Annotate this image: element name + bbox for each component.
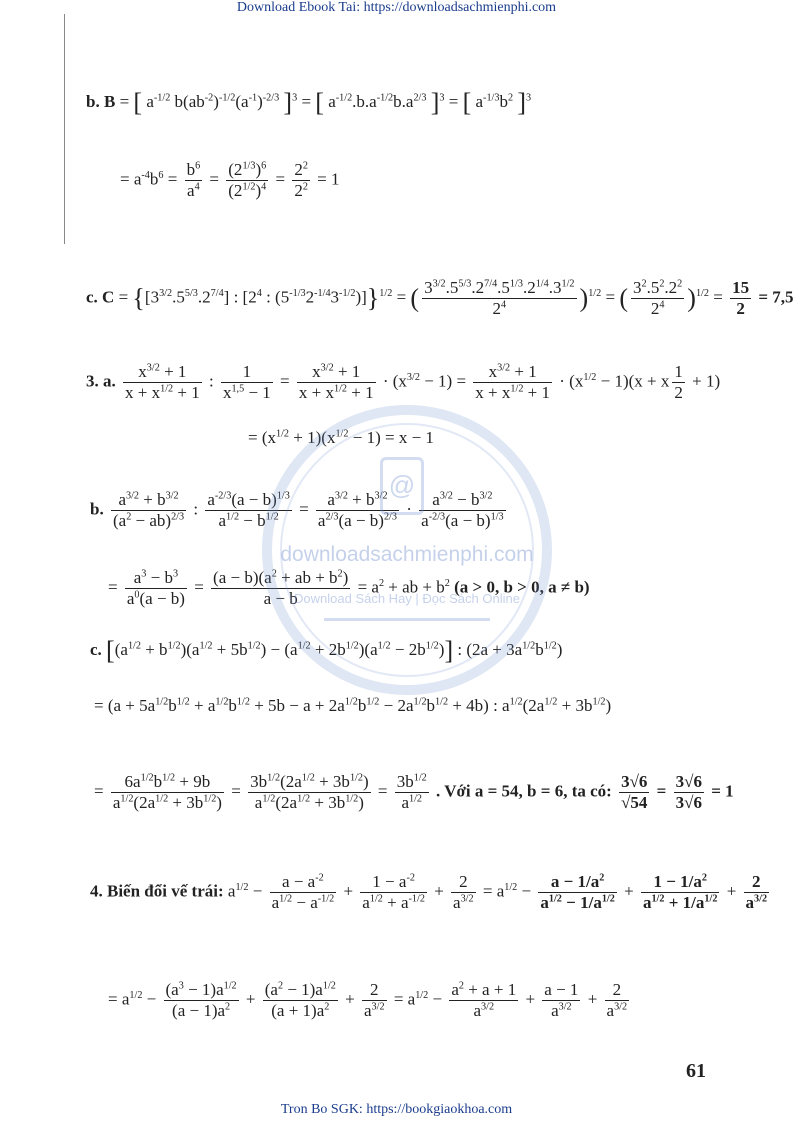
label-c: c.	[86, 287, 98, 307]
line-b-B-2: = $a^{-4}b^6$ = $\frac{b^6}{a^4}$ = $\frac{(2^{1/3})^6}{(2^{1/2})^4}$ = $\frac{2^2}{2^2}$ = 1	[120, 160, 340, 200]
book-at-icon: @	[380, 457, 424, 515]
label-3b: b.	[90, 499, 104, 519]
label-b: b.	[86, 91, 100, 111]
condition-3b: (a > 0, b > 0, a ≠ b)	[454, 577, 590, 597]
line-3a: 3. a. $\frac{x^{3/2} + 1}{x + x^{1/2} + 1}$ : $\frac{1}{x^{1,5} - 1}$ = $\frac{x^{3/2} + 1}{x + x^{1/2} + 1}$ · $(x^{3/2} - 1)$ = $\frac{x^{3/2} + 1}{x + x^{1/2} + 1}$ · $(x^{1/2} - 1)(x + x$ $\frac{1}{2}$ + 1)	[86, 362, 721, 402]
line-b-B: b. B = [ $a^{-1/2}$ $b(ab^{-2})^{-1/2}(a^{-1})^{-2/3}$ ]$^3$ = [ $a^{-1/2}.b.a^{-1/2}b.a^{2/3}$ ]$^3$ = [ $a^{-1/3}b^2$ ]$^3$	[86, 88, 532, 117]
watermark-logo	[262, 405, 552, 695]
line-4: 4. Biến đổi vế trái: $a^{1/2}$ − $\frac{a - a^{-2}}{a^{1/2} - a^{-1/2}}$ + $\frac{1 - a^{-2}}{a^{1/2} + a^{-1/2}}$ + $\frac{2}{a^{3/2}}$ = $a^{1/2}$ − $\frac{a - 1/a^2}{a^{1/2} - 1/a^{1/2}}$ + $\frac{1 - 1/a^2}{a^{1/2} + 1/a^{1/2}}$ + $\frac{2}{a^{3/2}}$	[90, 872, 768, 912]
line-4-2: = $a^{1/2}$ − $\frac{(a^3 - 1)a^{1/2}}{(a - 1)a^2}$ + $\frac{(a^2 - 1)a^{1/2}}{(a + 1)a^2}$ + $\frac{2}{a^{3/2}}$ = $a^{1/2}$ − $\frac{a^2 + a + 1}{a^{3/2}}$ + $\frac{a - 1}{a^{3/2}}$ + $\frac{2}{a^{3/2}}$	[108, 980, 628, 1020]
label-3a: 3. a.	[86, 371, 116, 391]
footer-link-bottom[interactable]: Tron Bo SGK: https://bookgiaokhoa.com	[280, 1102, 513, 1117]
line-3c-3: = $\frac{6a^{1/2}b^{1/2} + 9b}{a^{1/2}(2a^{1/2} + 3b^{1/2})}$ = $\frac{3b^{1/2}(2a^{1/2} + 3b^{1/2})}{a^{1/2}(2a^{1/2} + 3b^{1/2})}$ = $\frac{3b^{1/2}}{a^{1/2}}$ . Với a = 54, b = 6, ta có: $\frac{3√6}{√54}$ = $\frac{3√6}{3√6}$ = 1	[94, 772, 734, 812]
watermark-bar	[324, 618, 490, 621]
line-3a-2: = $(x^{1/2} + 1)(x^{1/2} - 1) = x - 1$	[248, 428, 434, 447]
label-3c: c.	[90, 639, 102, 659]
line-3c: c. $[(a^{1/2} + b^{1/2})(a^{1/2} + 5b^{1/2}) - (a^{1/2} + 2b^{1/2})(a^{1/2} - 2b^{1/2})]$ : $(2a + 3a^{1/2}b^{1/2})$	[90, 636, 563, 665]
page-number: 61	[686, 1060, 706, 1082]
line-3b-2: = $\frac{a^3 - b^3}{a^0(a - b)}$ = $\frac{(a - b)(a^2 + ab + b^2)}{a - b}$ = $a^2$ + ab + $b^2$ (a > 0, b > 0, a ≠ b)	[108, 568, 590, 608]
line-3c-2: = $(a + 5a^{1/2}b^{1/2} + a^{1/2}b^{1/2} + 5b - a + 2a^{1/2}b^{1/2} - 2a^{1/2}b^{1/2} + 4b)$ : $a^{1/2}(2a^{1/2} + 3b^{1/2})$	[94, 696, 612, 715]
header-link-top[interactable]: Download Ebook Tai: https://downloadsachmienphi.com	[236, 0, 557, 15]
watermark-title: downloadsachmienphi.com	[280, 543, 534, 566]
watermark-subtitle: Download Sách Hay | Đọc Sách Online	[294, 591, 520, 606]
margin-line	[64, 14, 65, 244]
label-4: 4. Biến đổi vế trái:	[90, 881, 224, 901]
line-c-C: c. $C = \{[3^{3/2}.5^{5/3}.2^{7/4}]$ : [$2^4$ : $(5^{-1/3}2^{-1/4}3^{-1/2})]\}^{1/2}$ = ( $\frac{3^{3/2}.5^{5/3}.2^{7/4}.5^{1/3}.2^{1/4}.3^{1/2}}{2^4}$ )$^{1/2}$ = ( $\frac{3^2.5^2.2^2}{2^4}$ )$^{1/2}$ = $\frac{15}{2}$ = 7,5	[86, 278, 793, 318]
result-c: 7,5	[772, 287, 793, 307]
line-3b: b. $\frac{a^{3/2} + b^{3/2}}{(a^2 - ab)^{2/3}}$ : $\frac{a^{-2/3}(a - b)^{1/3}}{a^{1/2} - b^{1/2}}$ = $\frac{a^{3/2} + b^{3/2}}{a^{2/3}(a - b)^{2/3}}$ · $\frac{a^{3/2} - b^{3/2}}{a^{-2/3}(a - b)^{1/3}}$	[90, 490, 504, 530]
text-3c: . Với a = 54, b = 6, ta có:	[436, 781, 612, 801]
